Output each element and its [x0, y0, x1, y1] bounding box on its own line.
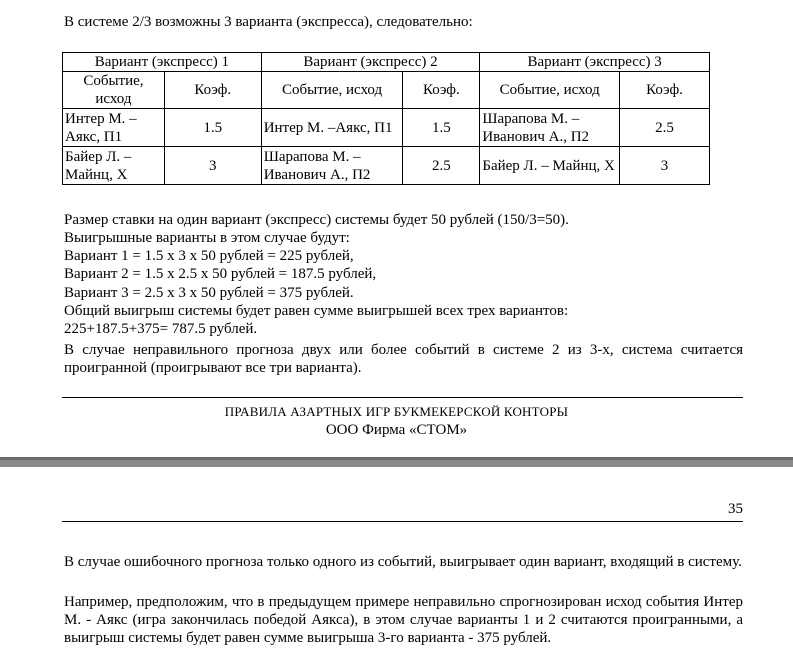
table-header-row [63, 53, 710, 72]
event-column-header: Событие, исход [63, 72, 165, 109]
stake-text: Размер ставки на один вариант (экспресс) системы будет 50 рублей (150/3=50). [64, 212, 569, 228]
intro-text: В системе 2/3 возможны 3 варианта (экспресса), следовательно: [64, 14, 473, 30]
variant-2-calculation: Вариант 2 = 1.5 х 2.5 х 50 рублей = 187.5 рублей, [64, 266, 377, 282]
event-cell: Интер М. –Аякс, П1 [261, 109, 403, 147]
event-cell: Шарапова М. – Иванович А., П2 [480, 109, 620, 147]
document-page-2 [0, 467, 793, 655]
system-variants-table [62, 52, 710, 185]
event-column-header: Событие, исход [480, 72, 620, 109]
table-subheader-row [63, 72, 710, 109]
coef-column-header: Коэф. [620, 72, 710, 109]
footer-company: ООО Фирма «СТОМ» [325, 422, 468, 438]
total-winnings-sum: 225+187.5+375= 787.5 рублей. [64, 321, 258, 337]
variant-header: Вариант (экспресс) 2 [261, 53, 480, 72]
footer-title: ПРАВИЛА АЗАРТНЫХ ИГР БУКМЕКЕРСКОЙ КОНТОРЫ [224, 404, 569, 419]
coef-cell: 1.5 [403, 109, 480, 147]
coef-column-header: Коэф. [164, 72, 261, 109]
event-cell: Байер Л. – Майнц, Х [480, 147, 620, 185]
variant-header: Вариант (экспресс) 3 [480, 53, 710, 72]
page-separator [0, 457, 793, 467]
event-cell: Шарапова М. – Иванович А., П2 [261, 147, 403, 185]
single-error-text: В случае ошибочного прогноза только одного из событий, выигрывает один вариант, входящий в систему. [64, 554, 742, 570]
losing-condition-text: В случае неправильного прогноза двух или более событий в системе 2 из 3-х, система считается проигранной (проигрывают все три варианта). [64, 342, 743, 376]
event-cell: Байер Л. – Майнц, Х [63, 147, 165, 185]
coef-cell: 1.5 [164, 109, 261, 147]
coef-cell: 3 [164, 147, 261, 185]
winning-variants-heading: Выигрышные варианты в этом случае будут: [64, 230, 350, 246]
footer-divider [62, 397, 743, 398]
coef-cell: 3 [620, 147, 710, 185]
header-divider [62, 521, 743, 522]
variant-header: Вариант (экспресс) 1 [63, 53, 262, 72]
page-number: 35 [728, 501, 743, 517]
coef-column-header: Коэф. [403, 72, 480, 109]
event-column-header: Событие, исход [261, 72, 403, 109]
coef-cell: 2.5 [620, 109, 710, 147]
variant-1-calculation: Вариант 1 = 1.5 х 3 х 50 рублей = 225 рублей, [64, 248, 354, 264]
total-winnings-text: Общий выигрыш системы будет равен сумме выигрышей всех трех вариантов: [64, 303, 569, 319]
table-row [63, 147, 710, 185]
table-row [63, 109, 710, 147]
variant-3-calculation: Вариант 3 = 2.5 х 3 х 50 рублей = 375 рублей. [64, 285, 354, 301]
example-text: Например, предположим, что в предыдущем примере неправильно спрогнозирован исход события Интер М. - Аякс (игра закончилась победой Аякса), в этом случае варианты 1 и 2 считаются проигранными, а выигрыш системы будет равен сумме выигрыша 3-го варианта - 375 рублей. [64, 594, 743, 646]
event-cell: Интер М. – Аякс, П1 [63, 109, 165, 147]
coef-cell: 2.5 [403, 147, 480, 185]
